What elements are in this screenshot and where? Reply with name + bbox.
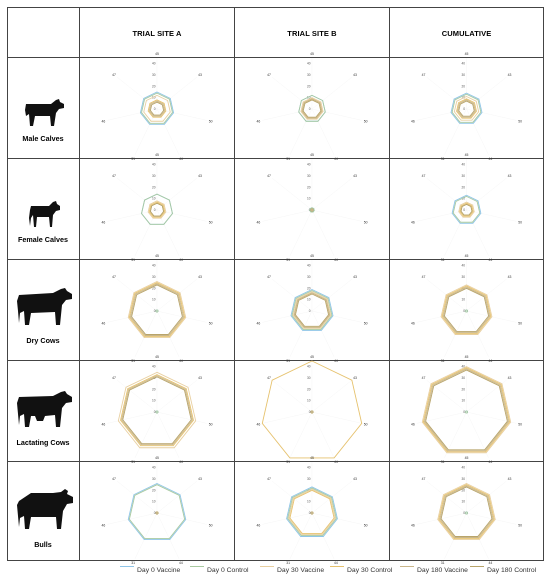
radar-axis-label: 44 [178,560,183,565]
radar-spoke [464,311,489,360]
legend-swatch [190,566,204,567]
radar-axis-label: 43 [507,173,512,178]
radar-axis-label: 44 [488,156,493,161]
radar-axis-label: 44 [488,459,493,464]
radar-axis-label: 46 [256,321,261,326]
radar-axis-label: 47 [267,375,271,380]
radar-axis-label: 31 [440,156,445,161]
radar-spoke [157,513,179,559]
radar-axis-label: 45 [310,153,314,158]
radar-axis-label: 46 [410,321,415,326]
radar-axis-label: 31 [131,459,136,464]
radar-axis-label: 46 [256,119,261,124]
radar-axis-label: 50 [208,523,213,528]
radar-tick-label: 0 [308,208,311,212]
radar-axis-label: 47 [267,173,271,178]
radar-tick-label: 0 [463,309,465,313]
radar-axis-label: 47 [421,72,426,77]
legend-label: Day 180 Vaccine [417,567,468,574]
radar-tick-label: 30 [306,275,311,279]
radar-spoke [312,412,362,423]
radar-tick-label: 0 [308,410,311,414]
radar-axis-label: 44 [333,459,338,464]
radar-tick-label: 40 [151,162,156,167]
radar-tick-label: 20 [306,286,311,291]
radar-tick-label: 10 [306,196,311,201]
radar-axis-label: 47 [421,274,426,279]
radar-axis-label: 45 [464,456,469,461]
radar-spoke [312,210,362,221]
radar-axis-label: 50 [363,321,368,326]
radar-axis-label: 50 [208,220,213,225]
radar-axis-label: 45 [155,52,159,57]
radar-axis-label: 31 [286,156,291,161]
radar-axis-label: 47 [421,476,426,481]
radar-tick-label: 10 [461,95,465,100]
radar-tick-label: 20 [151,286,156,291]
radar-chart-male-calves-cumulative [390,52,543,161]
radar-chart-female-calves-cumulative [390,153,543,262]
radar-tick-label: 30 [461,477,465,481]
radar-tick-label: 40 [461,263,465,268]
radar-tick-label: 30 [151,376,156,380]
radar-spoke [444,513,466,559]
lactating-cow-silhouette-icon [15,387,73,429]
radar-axis-label: 45 [310,355,314,360]
radar-axis-label: 47 [112,72,116,77]
radar-axis-label: 31 [440,358,445,363]
radar-axis-label: 43 [507,72,512,77]
radar-chart-dry-cows-trial-site-a [80,254,234,363]
radar-tick-label: 10 [306,297,311,302]
radar-tick-label: 10 [306,499,311,504]
radar-tick-label: 30 [461,73,465,77]
male-calf-silhouette-icon [23,96,65,128]
radar-chart-lactating-cows-trial-site-b [235,355,389,464]
row-label-lactating-cows: Lactating Cows [16,438,70,447]
legend-swatch [120,566,134,567]
legend-swatch [400,566,414,567]
radar-tick-label: 20 [461,488,465,493]
bull-silhouette-icon [15,487,75,531]
radar-chart-male-calves-trial-site-a [80,52,234,161]
radar-tick-label: 0 [308,309,311,313]
legend-swatch [260,566,274,567]
radar-axis-label: 43 [198,375,202,380]
radar-tick-label: 10 [151,398,156,403]
radar-chart-lactating-cows-cumulative [390,355,543,464]
radar-axis-label: 45 [310,456,314,461]
radar-chart-female-calves-trial-site-a [80,153,234,262]
radar-tick-label: 20 [306,185,311,190]
radar-spoke [310,412,334,461]
radar-axis-label: 47 [421,375,426,380]
radar-axis-label: 47 [112,173,116,178]
radar-tick-label: 10 [306,95,311,100]
radar-axis-label: 47 [267,274,271,279]
legend-label: Day 30 Vaccine [277,567,325,574]
radar-spoke [290,210,314,259]
radar-tick-label: 20 [306,387,311,392]
radar-axis-label: 50 [518,220,523,225]
radar-axis-label: 46 [256,220,261,225]
female-calf-silhouette-icon [27,198,61,228]
radar-axis-label: 46 [101,220,106,225]
legend-swatch [330,566,344,567]
radar-axis-label: 45 [155,153,159,158]
radar-axis-label: 46 [410,220,415,225]
radar-axis-label: 46 [410,422,415,427]
radar-tick-label: 0 [308,511,311,515]
radar-tick-label: 40 [151,364,156,369]
radar-chart-dry-cows-trial-site-b [235,254,389,363]
radar-tick-label: 40 [306,61,311,66]
radar-tick-label: 20 [151,185,156,190]
radar-tick-label: 10 [461,499,465,504]
radar-tick-label: 10 [461,398,465,403]
radar-spoke [272,380,312,412]
radar-axis-label: 46 [101,321,106,326]
radar-axis-label: 47 [112,274,116,279]
radar-chart-bulls-cumulative [390,456,543,565]
radar-spoke [262,412,312,423]
radar-axis-label: 50 [363,523,368,528]
radar-axis-label: 50 [518,523,523,528]
radar-axis-label: 31 [131,560,136,565]
radar-tick-label: 10 [151,499,156,504]
radar-axis-label: 43 [353,476,357,481]
radar-tick-label: 30 [306,174,311,178]
radar-tick-label: 0 [463,410,465,414]
radar-tick-label: 20 [461,185,465,190]
radar-axis-label: 46 [101,422,106,427]
radar-spoke [272,77,312,109]
radar-spoke [290,412,314,461]
legend-label: Day 30 Control [347,567,393,574]
radar-tick-label: 40 [306,263,311,268]
radar-tick-label: 40 [151,263,156,268]
radar-axis-label: 43 [198,173,202,178]
radar-axis-label: 43 [198,72,202,77]
radar-axis-label: 44 [333,257,338,262]
radar-tick-label: 40 [306,465,311,470]
radar-spoke [312,380,352,412]
radar-chart-male-calves-trial-site-b [235,52,389,161]
radar-tick-label: 30 [461,275,465,279]
radar-axis-label: 43 [507,375,512,380]
radar-spoke [312,77,352,109]
dry-cow-silhouette-icon [15,285,73,327]
radar-chart-female-calves-trial-site-b [235,153,389,262]
radar-spoke [135,412,159,461]
radar-tick-label: 10 [306,398,311,403]
radar-spoke [444,311,466,357]
radar-axis-label: 31 [440,560,445,565]
radar-tick-label: 30 [151,73,156,77]
column-header-trial-site-a: TRIAL SITE A [132,29,182,38]
radar-tick-label: 30 [461,376,465,380]
radar-axis-label: 50 [518,119,523,124]
radar-spoke [290,513,312,559]
radar-axis-label: 31 [286,560,291,565]
radar-axis-label: 31 [286,257,291,262]
legend [0,562,550,580]
radar-axis-label: 31 [286,358,291,363]
radar-axis-label: 47 [112,375,116,380]
radar-axis-label: 45 [464,153,469,158]
radar-tick-label: 20 [306,488,311,493]
radar-axis-label: 43 [353,375,357,380]
radar-spoke [157,412,207,423]
radar-axis-label: 45 [464,52,469,57]
radar-axis-label: 50 [363,220,368,225]
radar-spoke [155,412,179,461]
radar-tick-label: 40 [306,364,311,369]
grid-border-left [7,7,8,561]
radar-spoke [262,210,312,221]
radar-axis-label: 43 [507,274,512,279]
radar-axis-label: 31 [286,459,291,464]
radar-axis-label: 31 [440,459,445,464]
radar-spoke [290,109,314,158]
radar-tick-label: 30 [306,73,311,77]
grid-border-right [543,7,544,561]
radar-spoke [135,513,157,559]
radar-chart-bulls-trial-site-b [235,456,389,565]
radar-axis-label: 31 [131,156,136,161]
radar-tick-label: 0 [463,208,465,212]
radar-chart-dry-cows-cumulative [390,254,543,363]
radar-axis-label: 44 [333,560,338,565]
radar-axis-label: 45 [464,254,469,259]
radar-axis-label: 44 [178,459,183,464]
radar-tick-label: 30 [461,174,465,178]
radar-spoke [312,311,362,322]
radar-chart-bulls-trial-site-a [80,456,234,565]
radar-tick-label: 10 [151,95,156,100]
radar-axis-label: 44 [488,358,493,363]
radar-axis-label: 46 [410,119,415,124]
radar-axis-label: 47 [421,173,426,178]
radar-tick-label: 0 [463,511,465,515]
column-header-trial-site-b: TRIAL SITE B [287,29,337,38]
radar-axis-label: 46 [101,119,106,124]
radar-axis-label: 47 [267,476,271,481]
radar-axis-label: 43 [198,476,202,481]
radar-axis-label: 44 [488,257,493,262]
radar-tick-label: 0 [153,511,156,515]
radar-tick-label: 0 [153,410,156,414]
radar-axis-label: 44 [333,358,338,363]
row-label-dry-cows: Dry Cows [26,336,60,345]
column-header-cumulative: CUMULATIVE [441,29,492,38]
radar-tick-label: 40 [151,61,156,66]
radar-axis-label: 50 [208,321,213,326]
legend-label: Day 0 Control [207,567,249,574]
radar-tick-label: 10 [151,196,156,201]
radar-tick-label: 30 [151,174,156,178]
radar-axis-label: 50 [363,119,368,124]
legend-label: Day 180 Control [487,567,537,574]
radar-axis-label: 44 [178,156,183,161]
radar-tick-label: 20 [306,84,311,89]
radar-axis-label: 43 [198,274,202,279]
row-label-female-calves: Female Calves [18,235,68,244]
radar-tick-label: 40 [461,364,465,369]
radar-tick-label: 30 [306,376,311,380]
radar-tick-label: 10 [461,297,465,302]
radar-spoke [135,311,159,360]
radar-axis-label: 44 [178,358,183,363]
radar-axis-label: 50 [208,422,213,427]
radar-tick-label: 20 [461,286,465,291]
radar-axis-label: 45 [310,254,314,259]
radar-axis-label: 43 [353,72,357,77]
radar-tick-label: 40 [151,465,156,470]
radar-tick-label: 20 [151,387,156,392]
radar-tick-label: 40 [461,465,465,470]
radar-axis-label: 44 [488,560,493,565]
radar-axis-label: 50 [208,119,213,124]
grid-border-top [7,7,544,8]
radar-tick-label: 20 [151,488,156,493]
radar-axis-label: 45 [155,254,159,259]
radar-spoke [467,513,489,559]
radar-axis-label: 50 [518,422,523,427]
radar-tick-label: 40 [461,162,465,167]
radar-tick-label: 40 [306,162,311,167]
legend-label: Day 0 Vaccine [137,567,181,574]
radar-axis-label: 44 [178,257,183,262]
radar-axis-label: 47 [112,476,116,481]
radar-spoke [272,178,312,210]
radar-tick-label: 30 [151,477,156,481]
radar-tick-label: 20 [151,84,156,89]
radar-tick-label: 20 [461,84,465,89]
radar-axis-label: 45 [155,355,159,360]
radar-tick-label: 40 [461,61,465,66]
radar-axis-label: 43 [507,476,512,481]
radar-axis-label: 50 [363,422,368,427]
radar-axis-label: 46 [256,422,261,427]
radar-axis-label: 31 [440,257,445,262]
radar-tick-label: 30 [151,275,156,279]
radar-axis-label: 45 [464,355,469,360]
radar-axis-label: 45 [155,456,159,461]
radar-tick-label: 20 [461,387,465,392]
radar-axis-label: 46 [256,523,261,528]
radar-axis-label: 45 [310,52,314,57]
row-label-male-calves: Male Calves [22,134,64,143]
radar-tick-label: 10 [151,297,156,302]
radar-tick-label: 0 [153,107,156,111]
radar-tick-label: 10 [461,196,465,201]
radar-tick-label: 0 [153,309,156,313]
radar-axis-label: 31 [131,358,136,363]
radar-axis-label: 47 [267,72,271,77]
radar-spoke [312,178,352,210]
row-label-bulls: Bulls [34,540,52,549]
radar-spoke [312,513,334,559]
radar-tick-label: 0 [308,107,311,111]
radar-axis-label: 43 [353,274,357,279]
radar-spoke [310,210,334,259]
radar-spoke [155,311,179,360]
radar-axis-label: 31 [131,257,136,262]
radar-axis-label: 43 [353,173,357,178]
radar-spoke [310,109,334,158]
radar-spoke [262,311,312,322]
radar-axis-label: 44 [333,156,338,161]
results-grid [7,7,544,565]
radar-axis-label: 46 [410,523,415,528]
radar-tick-label: 30 [306,477,311,481]
radar-axis-label: 50 [518,321,523,326]
radar-spoke [107,412,157,423]
radar-axis-label: 46 [101,523,106,528]
radar-tick-label: 0 [463,107,465,111]
radar-tick-label: 0 [153,208,156,212]
radar-chart-lactating-cows-trial-site-a [80,355,234,464]
legend-swatch [470,566,484,567]
